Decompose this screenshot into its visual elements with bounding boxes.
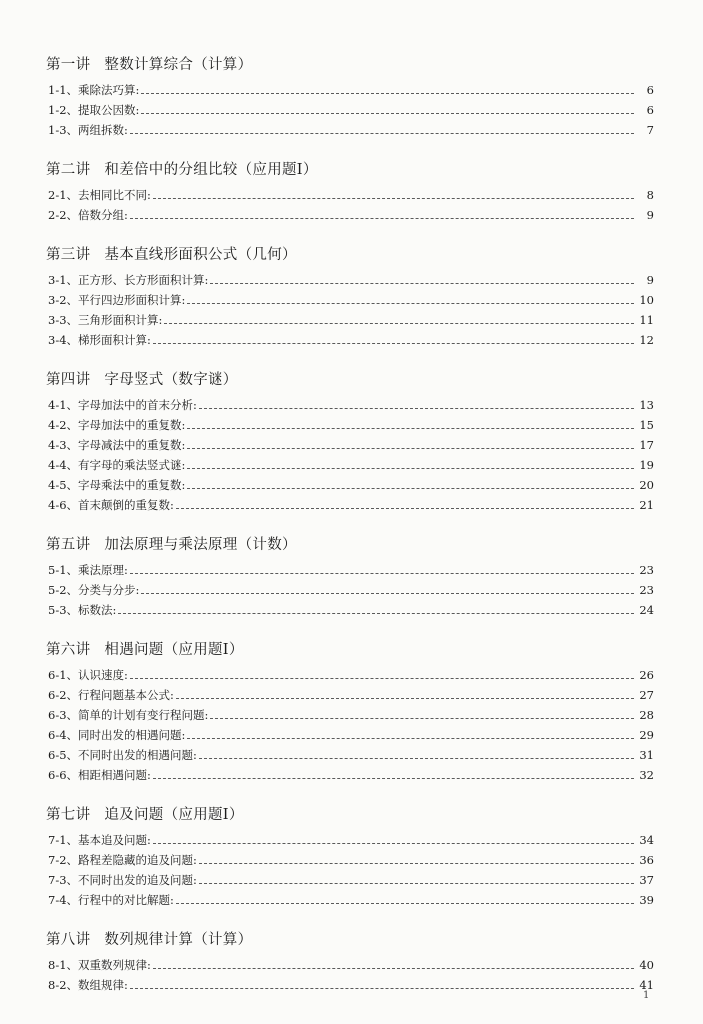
chapter-number: 第五讲 (46, 537, 91, 553)
entry-page-number: 8 (646, 188, 654, 202)
toc-entry[interactable] (46, 185, 654, 205)
entry-page-number: 36 (639, 853, 654, 867)
entry-page-number: 23 (639, 563, 654, 577)
entry-label: 7-1、基本追及问题: (48, 833, 151, 847)
entry-page-number: 20 (639, 478, 654, 492)
dot-leader (176, 903, 634, 904)
toc-entry[interactable] (46, 600, 654, 620)
toc-section (46, 365, 654, 515)
dot-leader (153, 778, 634, 779)
dot-leader (187, 488, 634, 489)
entry-label: 4-5、字母乘法中的重复数: (48, 478, 186, 492)
dot-leader (210, 283, 634, 284)
entry-label: 3-4、梯形面积计算: (48, 333, 151, 347)
entry-label: 4-2、字母加法中的重复数: (48, 418, 186, 432)
dot-leader (130, 573, 634, 574)
entry-label: 8-1、双重数列规律: (48, 958, 151, 972)
toc-entry[interactable] (46, 310, 654, 330)
dot-leader (130, 218, 634, 219)
toc-entry[interactable] (46, 330, 654, 350)
entry-page-number: 29 (639, 728, 654, 742)
chapter-number: 第三讲 (46, 247, 91, 263)
chapter-heading[interactable] (46, 925, 654, 955)
chapter-number: 第四讲 (46, 372, 91, 388)
entry-label: 6-3、简单的计划有变行程问题: (48, 708, 209, 722)
chapter-number: 第二讲 (46, 162, 91, 178)
entry-label: 5-2、分类与分步: (48, 583, 140, 597)
toc-entry[interactable] (46, 890, 654, 910)
chapter-title: 数列规律计算（计算） (104, 932, 253, 948)
toc-entry[interactable] (46, 955, 654, 975)
dot-leader (187, 468, 634, 469)
entry-page-number: 10 (639, 293, 654, 307)
dot-leader (130, 133, 634, 134)
entry-label: 7-3、不同时出发的追及问题: (48, 873, 197, 887)
dot-leader (187, 448, 634, 449)
entry-page-number: 26 (639, 668, 654, 682)
chapter-heading[interactable] (46, 50, 654, 80)
entry-page-number: 11 (639, 313, 654, 327)
entry-label: 1-1、乘除法巧算: (48, 83, 140, 97)
entry-page-number: 41 (639, 978, 654, 992)
entry-label: 7-4、行程中的对比解题: (48, 893, 174, 907)
toc-entry[interactable] (46, 100, 654, 120)
entry-label: 6-1、认识速度: (48, 668, 128, 682)
entry-label: 3-3、三角形面积计算: (48, 313, 163, 327)
dot-leader (199, 408, 634, 409)
entry-label: 7-2、路程差隐藏的追及问题: (48, 853, 197, 867)
entry-page-number: 28 (639, 708, 654, 722)
toc-entry[interactable] (46, 475, 654, 495)
chapter-title: 相遇问题（应用题Ⅰ） (104, 642, 244, 658)
toc-entry[interactable] (46, 765, 654, 785)
toc-entry[interactable] (46, 80, 654, 100)
dot-leader (130, 678, 634, 679)
chapter-heading[interactable] (46, 530, 654, 560)
toc-entry[interactable] (46, 560, 654, 580)
chapter-number: 第七讲 (46, 807, 91, 823)
entry-label: 6-6、相距相遇问题: (48, 768, 151, 782)
toc-section (46, 925, 654, 995)
chapter-number: 第一讲 (46, 57, 91, 73)
chapter-heading[interactable] (46, 155, 654, 185)
entry-page-number: 6 (646, 83, 654, 97)
chapter-heading[interactable] (46, 240, 654, 270)
toc-entry[interactable] (46, 290, 654, 310)
entry-label: 2-1、去相同比不同: (48, 188, 151, 202)
toc-entry[interactable] (46, 705, 654, 725)
toc-entry[interactable] (46, 495, 654, 515)
toc-entry[interactable] (46, 975, 654, 995)
dot-leader (210, 718, 634, 719)
dot-leader (153, 968, 634, 969)
entry-label: 4-6、首末颠倒的重复数: (48, 498, 174, 512)
toc-entry[interactable] (46, 270, 654, 290)
entry-page-number: 9 (646, 208, 654, 222)
entry-page-number: 27 (639, 688, 654, 702)
entry-label: 1-3、两组拆数: (48, 123, 128, 137)
dot-leader (199, 863, 634, 864)
entry-page-number: 23 (639, 583, 654, 597)
entry-label: 5-3、标数法: (48, 603, 117, 617)
toc-entry[interactable] (46, 415, 654, 435)
entry-page-number: 40 (639, 958, 654, 972)
chapter-heading[interactable] (46, 800, 654, 830)
dot-leader (176, 698, 634, 699)
chapter-title: 字母竖式（数字谜） (104, 372, 238, 388)
entry-label: 6-4、同时出发的相遇问题: (48, 728, 186, 742)
entry-page-number: 15 (639, 418, 654, 432)
dot-leader (199, 883, 634, 884)
dot-leader (187, 428, 634, 429)
toc-entry[interactable] (46, 725, 654, 745)
dot-leader (141, 113, 634, 114)
chapter-title: 整数计算综合（计算） (104, 57, 253, 73)
toc-section (46, 155, 654, 225)
toc-entry[interactable] (46, 580, 654, 600)
toc-entry[interactable] (46, 205, 654, 225)
chapter-number: 第六讲 (46, 642, 91, 658)
dot-leader (199, 758, 634, 759)
entry-page-number: 21 (639, 498, 654, 512)
chapter-title: 追及问题（应用题Ⅰ） (104, 807, 244, 823)
toc-entry[interactable] (46, 395, 654, 415)
toc-entry[interactable] (46, 685, 654, 705)
toc-section (46, 240, 654, 350)
toc-entry[interactable] (46, 120, 654, 140)
dot-leader (118, 613, 634, 614)
page-number: 1 (643, 990, 650, 1001)
dot-leader (187, 303, 634, 304)
entry-page-number: 31 (639, 748, 654, 762)
chapter-number: 第八讲 (46, 932, 91, 948)
entry-label: 1-2、提取公因数: (48, 103, 140, 117)
toc-entry[interactable] (46, 665, 654, 685)
entry-page-number: 32 (639, 768, 654, 782)
dot-leader (141, 593, 634, 594)
toc-entry[interactable] (46, 455, 654, 475)
toc-section (46, 50, 654, 140)
toc-entry[interactable] (46, 745, 654, 765)
entry-page-number: 6 (646, 103, 654, 117)
entry-label: 3-2、平行四边形面积计算: (48, 293, 186, 307)
entry-page-number: 39 (639, 893, 654, 907)
dot-leader (141, 93, 634, 94)
toc-entry[interactable] (46, 830, 654, 850)
entry-page-number: 13 (639, 398, 654, 412)
toc-entry[interactable] (46, 870, 654, 890)
entry-label: 4-1、字母加法中的首末分析: (48, 398, 197, 412)
dot-leader (187, 738, 634, 739)
entry-label: 8-2、数组规律: (48, 978, 128, 992)
entry-label: 6-2、行程问题基本公式: (48, 688, 174, 702)
chapter-title: 加法原理与乘法原理（计数） (104, 537, 297, 553)
chapter-heading[interactable] (46, 635, 654, 665)
entry-page-number: 19 (639, 458, 654, 472)
dot-leader (153, 843, 634, 844)
entry-page-number: 17 (639, 438, 654, 452)
entry-label: 6-5、不同时出发的相遇问题: (48, 748, 197, 762)
entry-label: 5-1、乘法原理: (48, 563, 128, 577)
chapter-title: 基本直线形面积公式（几何） (104, 247, 297, 263)
dot-leader (153, 343, 634, 344)
chapter-title: 和差倍中的分组比较（应用题Ⅰ） (104, 162, 318, 178)
entry-label: 4-3、字母减法中的重复数: (48, 438, 186, 452)
toc-entry[interactable] (46, 435, 654, 455)
entry-page-number: 37 (639, 873, 654, 887)
entry-page-number: 7 (646, 123, 654, 137)
dot-leader (176, 508, 634, 509)
dot-leader (164, 323, 634, 324)
dot-leader (130, 988, 634, 989)
entry-label: 3-1、正方形、长方形面积计算: (48, 273, 209, 287)
toc-section (46, 800, 654, 910)
toc-entry[interactable] (46, 850, 654, 870)
entry-label: 2-2、倍数分组: (48, 208, 128, 222)
entry-page-number: 9 (646, 273, 654, 287)
chapter-heading[interactable] (46, 365, 654, 395)
entry-page-number: 34 (639, 833, 654, 847)
toc-section (46, 635, 654, 785)
entry-page-number: 24 (639, 603, 654, 617)
dot-leader (153, 198, 634, 199)
table-of-contents (46, 50, 654, 1010)
toc-section (46, 530, 654, 620)
entry-page-number: 12 (639, 333, 654, 347)
entry-label: 4-4、有字母的乘法竖式谜: (48, 458, 186, 472)
